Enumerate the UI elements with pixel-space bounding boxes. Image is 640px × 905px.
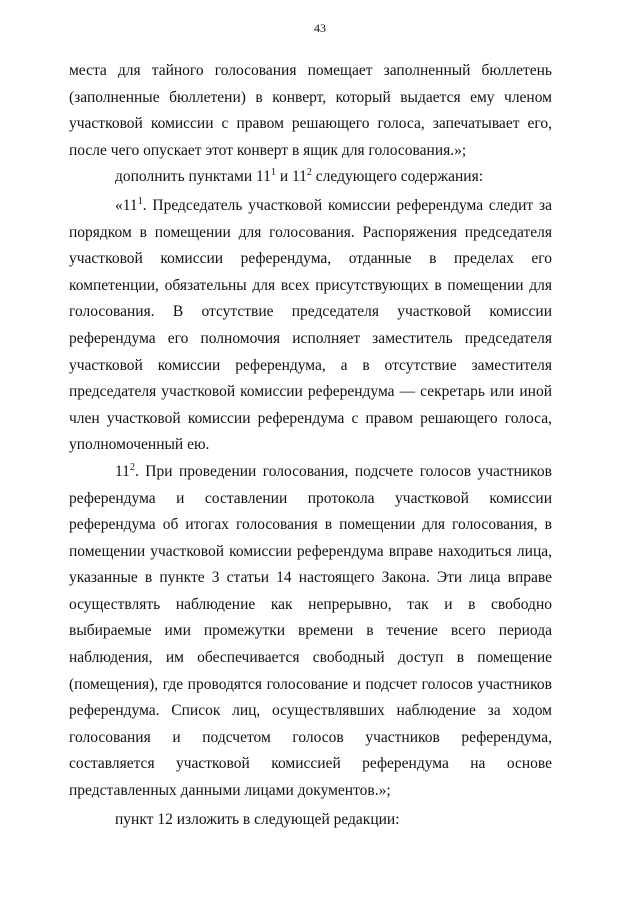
point-11-2-sup: 2	[129, 461, 135, 473]
add-points-text-middle: и 11	[275, 168, 307, 186]
page-number: 43	[314, 21, 326, 35]
point-11-2-text: . При проведении голосования, подсчете голосов участников референдума и составлении протокола участковой комиссии референдума об итогах голосования в помещении для голосования, в помещении участковой комиссии референдума вправе находиться лица, указанные в пункте 3 статьи 14 настоящего Закона. Эти лица вправе осуществлять наблюдение как непрерывно, так и в свободно выбираемые ими промежутки времени в течение всего периода наблюдения, им обеспечивается свободный доступ в помещение (помещения), где проводятся голосование и подсчет голосов участников референдума. Список лиц, осуществлявших наблюдение за ходом голосования и подсчетом голосов участников референдума, составляется участковой комиссией референдума на основе представленных данными лицами документов.»;	[69, 462, 552, 800]
paragraph-point-11-2	[69, 459, 552, 805]
paragraph-add-points	[69, 164, 552, 191]
point-11-1-sup: 1	[137, 195, 143, 207]
add-points-sup-1: 1	[270, 167, 276, 179]
add-points-sup-2: 2	[306, 167, 312, 179]
paragraph-point-11-1	[69, 193, 552, 459]
paragraph-ballot-envelope: места для тайного голосования помещает заполненный бюллетень (заполненные бюллетени) в конверт, который выдается ему членом участковой комиссии с правом решающего голоса, запечатывает его, после чего опускает этот конверт в ящик для голосования.»;	[69, 62, 552, 159]
paragraph-point-12: пункт 12 изложить в следующей редакции:	[115, 810, 400, 828]
document-body	[69, 58, 552, 833]
add-points-text-end: следующего содержания:	[311, 168, 484, 186]
point-11-1-text: . Председатель участковой комиссии референдума следит за порядком в помещении для голосования. Распоряжения председателя участковой комиссии референдума, отданные в пределах его компетенции, обязательны для всех присутствующих в помещении для голосования. В отсутствие председателя участковой комиссии референдума его полномочия исполняет заместитель председателя участковой комиссии референдума, а в отсутствие заместителя председателя участковой комиссии референдума — секретарь или иной член участковой комиссии референдума с правом решающего голоса, уполномоченный ею.	[69, 196, 552, 454]
point-11-1-number: «11	[115, 196, 138, 214]
add-points-text-start: дополнить пунктами 11	[115, 168, 271, 186]
point-11-2-number: 11	[115, 462, 130, 480]
